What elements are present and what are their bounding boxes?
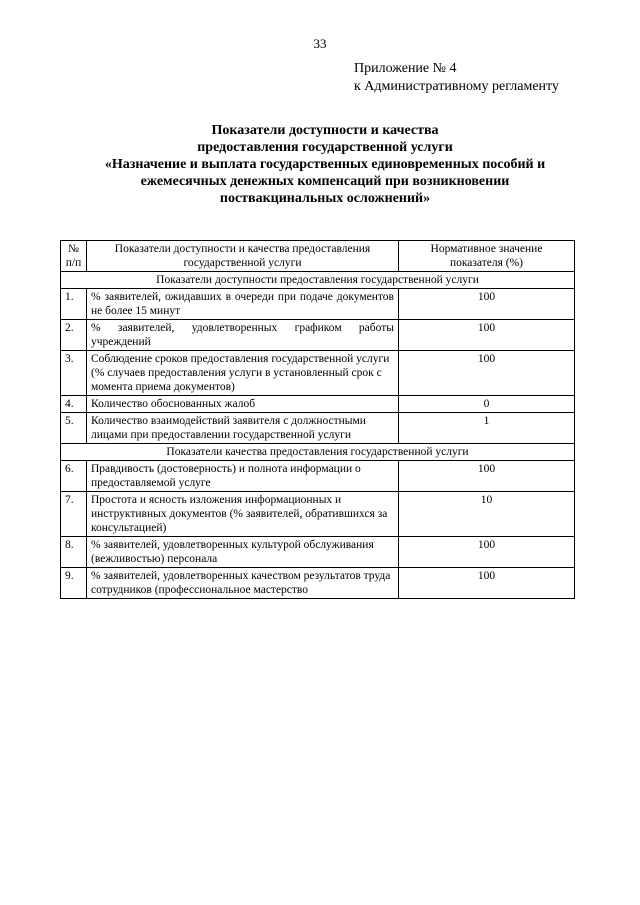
row-num: 5. [61, 413, 87, 444]
row-num: 8. [61, 537, 87, 568]
row-num: 2. [61, 320, 87, 351]
section-title-quality: Показатели качества предоставления государственной услуги [61, 444, 575, 461]
row-num: 6. [61, 461, 87, 492]
section-title-availability: Показатели доступности предоставления государственной услуги [61, 272, 575, 289]
row-value: 100 [399, 289, 575, 320]
row-value: 100 [399, 320, 575, 351]
title-line-1: Показатели доступности и качества [211, 123, 439, 138]
row-indicator: % заявителей, удовлетворенных культурой обслуживания (вежливостью) персонала [87, 537, 399, 568]
row-indicator: % заявителей, ожидавших в очереди при подаче документов не более 15 минут [87, 289, 399, 320]
title-line-3: «Назначение и выплата государственных единовременных пособий и [104, 157, 546, 172]
table-row [61, 461, 575, 492]
document-title [60, 122, 590, 207]
row-num: 1. [61, 289, 87, 320]
table-row [61, 413, 575, 444]
section-row [61, 272, 575, 289]
row-indicator: Соблюдение сроков предоставления государственной услуги (% случаев предоставления услуги в установленный срок с момента приема документов) [87, 351, 399, 396]
row-value: 10 [399, 492, 575, 537]
row-indicator: Количество взаимодействий заявителя с должностными лицами при предоставлении государственной услуги [87, 413, 399, 444]
header-num: № п/п [61, 241, 87, 272]
row-num: 4. [61, 396, 87, 413]
row-value: 100 [399, 568, 575, 599]
appendix-note [354, 60, 559, 96]
row-value: 1 [399, 413, 575, 444]
row-indicator: Простота и ясность изложения информационных и инструктивных документов (% заявителей, обратившихся за консультацией) [87, 492, 399, 537]
title-line-4: ежемесячных денежных компенсаций при возникновении [140, 174, 510, 189]
row-indicator: % заявителей, удовлетворенных графиком работы учреждений [87, 320, 399, 351]
header-value: Нормативное значение показателя (%) [399, 241, 575, 272]
indicators-table [60, 240, 575, 599]
row-value: 100 [399, 351, 575, 396]
header-indicator: Показатели доступности и качества предоставления государственной услуги [87, 241, 399, 272]
table-row [61, 351, 575, 396]
table-row [61, 320, 575, 351]
row-indicator: Правдивость (достоверность) и полнота информации о предоставляемой услуге [87, 461, 399, 492]
row-value: 100 [399, 537, 575, 568]
page-number: 33 [313, 36, 327, 51]
table-row [61, 568, 575, 599]
appendix-line-1: Приложение № 4 [354, 61, 457, 76]
section-row [61, 444, 575, 461]
row-num: 7. [61, 492, 87, 537]
title-line-5: поствакцинальных осложнений» [219, 191, 431, 206]
table-row [61, 289, 575, 320]
title-line-2: предоставления государственной услуги [197, 140, 453, 155]
table-row [61, 396, 575, 413]
row-indicator: Количество обоснованных жалоб [87, 396, 399, 413]
row-indicator: % заявителей, удовлетворенных качеством результатов труда сотрудников (профессиональное мастерство [87, 568, 399, 599]
row-num: 9. [61, 568, 87, 599]
row-value: 100 [399, 461, 575, 492]
table-row [61, 492, 575, 537]
appendix-line-2: к Административному регламенту [354, 79, 559, 94]
row-value: 0 [399, 396, 575, 413]
table-row [61, 537, 575, 568]
row-num: 3. [61, 351, 87, 396]
table-header-row [61, 241, 575, 272]
